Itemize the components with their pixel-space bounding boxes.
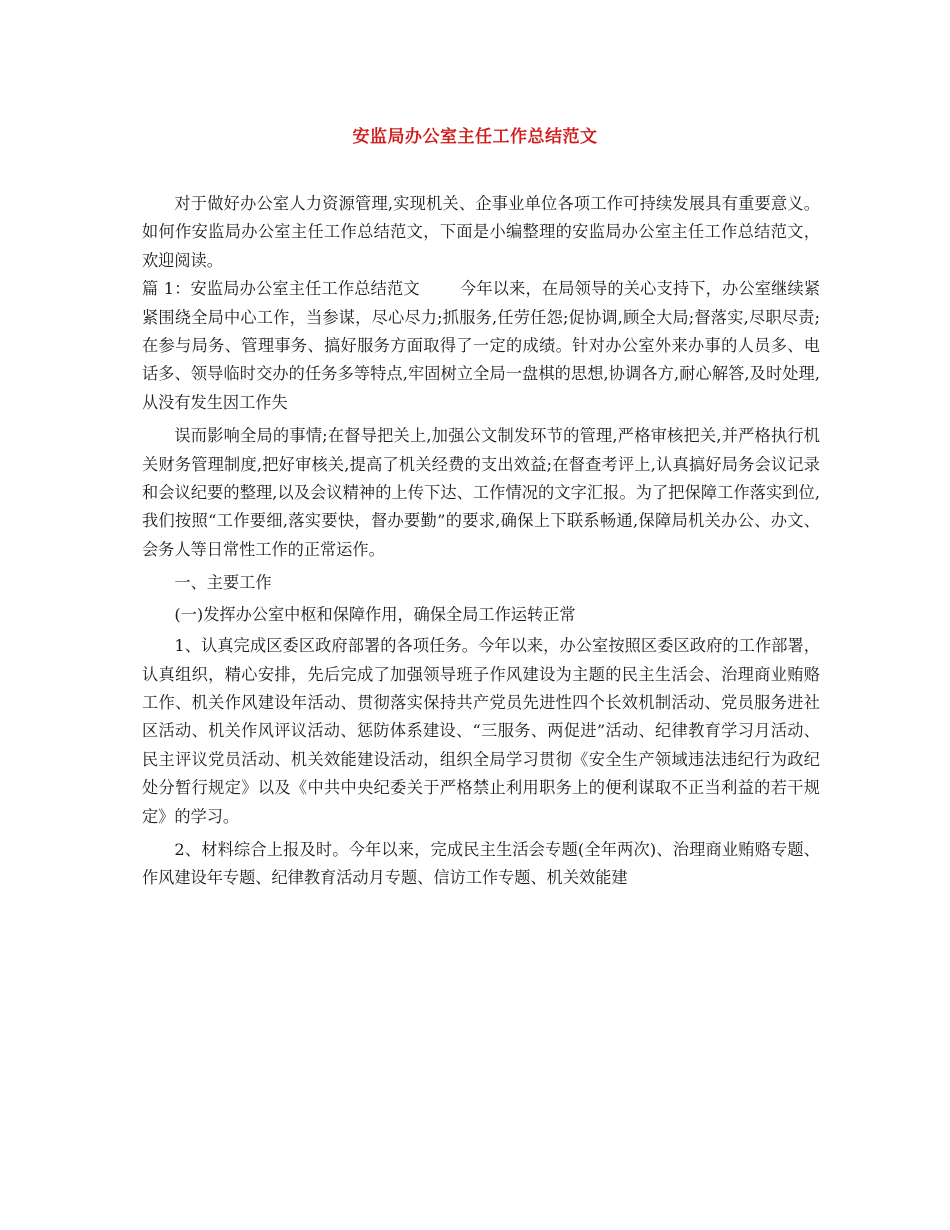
subsection-heading: (一)发挥办公室中枢和保障作用，确保全局工作运转正常 [174,604,576,624]
chapter-text: 今年以来，在局领导的关心支持下，办公室继续紧紧围绕全局中心工作，当参谋，尽心尽力;抓服务,任劳任怨;促协调,顾全大局;督落实,尽职尽责;在参与局务、管理事务、搞好服务方面取得了一定的成绩。针对办公室外来办事的人员多、电话多、领导临时交办的任务多等特点,牢固树立全局一盘棋的思想,协调各方,耐心解答,及时处理,从没有发生因工作失 [142,279,821,412]
chapter-paragraph [142,275,820,417]
continuation-paragraph: 误而影响全局的事情;在督导把关上,加强公文制发环节的管理,严格审核把关,并严格执行机关财务管理制度,把好审核关,提高了机关经费的支出效益;在督查考评上,认真搞好局务会议记录和会议纪要的整理,以及会议精神的上传下达、工作情况的文字汇报。为了把保障工作落实到位,我们按照“工作要细,落实要快，督办要勤”的要求,确保上下联系畅通,保障局机关办公、办文、会务人等日常性工作的正常运作。 [142,426,820,559]
item-paragraph-1: 1、认真完成区委区政府部署的各项任务。今年以来，办公室按照区委区政府的工作部署，认真组织，精心安排，先后完成了加强领导班子作风建设为主题的民主生活会、治理商业贿赂工作、机关作风建设年活动、贯彻落实保持共产党员先进性四个长效机制活动、党员服务进社区活动、机关作风评议活动、惩防体系建设、“三服务、两促进”活动、纪律教育学习月活动、民主评议党员活动、机关效能建设活动，组织全局学习贯彻《安全生产领域违法违纪行为政纪处分暂行规定》以及《中共中央纪委关于严格禁止利用职务上的便利谋取不正当利益的若干规定》的学习。 [142,636,820,826]
section-heading: 一、主要工作 [174,573,272,593]
document-body [142,190,820,893]
item-paragraph-2: 2、材料综合上报及时。今年以来，完成民主生活会专题(全年两次)、治理商业贿赂专题、作风建设年专题、纪律教育活动月专题、信访工作专题、机关效能建 [142,839,820,888]
chapter-label: 篇 1：安监局办公室主任工作总结范文 [142,279,420,299]
document-title: 安监局办公室主任工作总结范文 [352,127,598,147]
intro-paragraph: 对于做好办公室人力资源管理,实现机关、企事业单位各项工作可持续发展具有重要意义。如何作安监局办公室主任工作总结范文，下面是小编整理的安监局办公室主任工作总结范文，欢迎阅读。 [142,194,820,270]
